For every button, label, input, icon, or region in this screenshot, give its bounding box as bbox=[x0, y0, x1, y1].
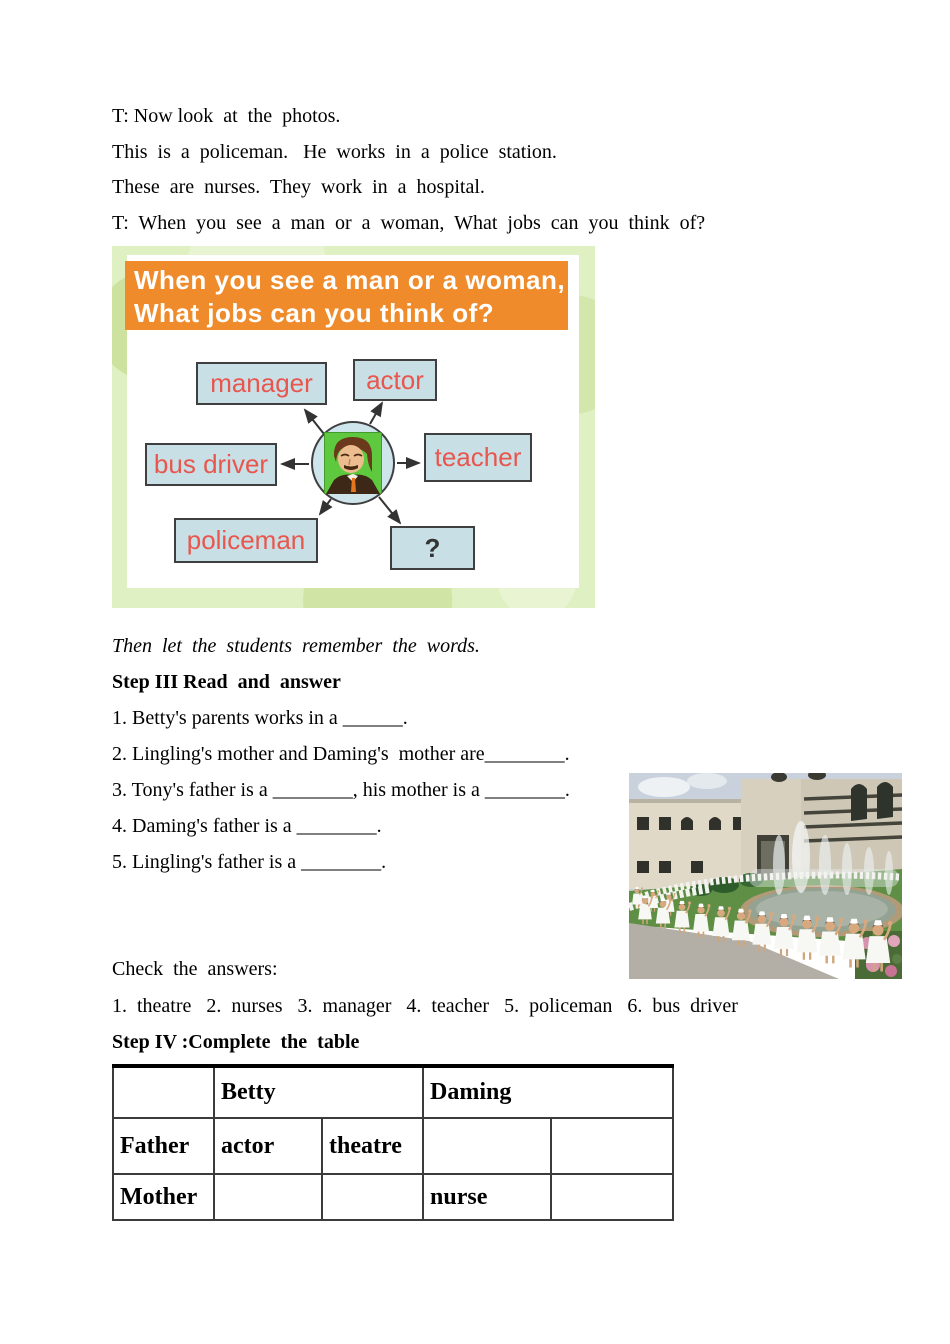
row-label-father: Father bbox=[113, 1118, 214, 1174]
table-row-mother bbox=[113, 1174, 673, 1220]
job-box-bus-driver: bus driver bbox=[145, 443, 277, 486]
arrow-to-manager bbox=[305, 410, 324, 434]
arrow-to-policeman bbox=[320, 499, 331, 514]
intro-line-1: T: Now look at the photos. bbox=[112, 105, 341, 127]
job-box-actor: actor bbox=[353, 359, 437, 401]
answers-line: 1. theatre 2. nurses 3. manager 4. teacher 5. policeman 6. bus driver bbox=[112, 995, 738, 1017]
table-cell: nurse bbox=[423, 1174, 551, 1220]
job-box-question-mark: ? bbox=[390, 526, 475, 570]
man-illustration bbox=[324, 432, 382, 494]
arrow-to-actor bbox=[370, 403, 382, 424]
table-cell bbox=[551, 1174, 673, 1220]
check-answers-label: Check the answers: bbox=[112, 958, 278, 980]
intro-line-2: This is a policeman. He works in a police station. bbox=[112, 141, 557, 163]
question-5: 5. Lingling's father is a ________. bbox=[112, 851, 387, 873]
job-box-teacher: teacher bbox=[424, 433, 532, 482]
table-cell bbox=[322, 1174, 423, 1220]
question-2: 2. Lingling's mother and Daming's mother are________. bbox=[112, 743, 570, 765]
banner-line-2: What jobs can you think of? bbox=[134, 298, 495, 328]
table-header-row bbox=[113, 1066, 673, 1118]
man-circle bbox=[311, 421, 395, 505]
table-cell bbox=[214, 1174, 322, 1220]
table-header-betty: Betty bbox=[214, 1066, 423, 1118]
job-box-manager: manager bbox=[196, 362, 327, 405]
table-cell: theatre bbox=[322, 1118, 423, 1174]
table-corner-cell bbox=[113, 1066, 214, 1118]
jobs-diagram-image bbox=[112, 246, 595, 608]
arrow-to-question bbox=[379, 497, 400, 523]
table-cell: actor bbox=[214, 1118, 322, 1174]
nurses-photo bbox=[629, 773, 902, 979]
step3-heading: Step III Read and answer bbox=[112, 671, 341, 693]
note-italic: Then let the students remember the words. bbox=[112, 635, 480, 657]
question-4: 4. Daming's father is a ________. bbox=[112, 815, 382, 837]
row-label-mother: Mother bbox=[113, 1174, 214, 1220]
table-header-daming: Daming bbox=[423, 1066, 673, 1118]
table-cell bbox=[551, 1118, 673, 1174]
step4-heading: Step IV :Complete the table bbox=[112, 1031, 360, 1053]
intro-line-4: T: When you see a man or a woman, What jobs can you think of? bbox=[112, 212, 706, 234]
table-cell bbox=[423, 1118, 551, 1174]
table-row-father bbox=[113, 1118, 673, 1174]
intro-line-3: These are nurses. They work in a hospital. bbox=[112, 176, 485, 198]
question-3: 3. Tony's father is a ________, his mother is a ________. bbox=[112, 779, 570, 801]
job-box-policeman: policeman bbox=[174, 518, 318, 563]
banner-line-1: When you see a man or a woman, bbox=[134, 265, 566, 295]
complete-the-table bbox=[112, 1064, 674, 1221]
question-1: 1. Betty's parents works in a ______. bbox=[112, 707, 408, 729]
